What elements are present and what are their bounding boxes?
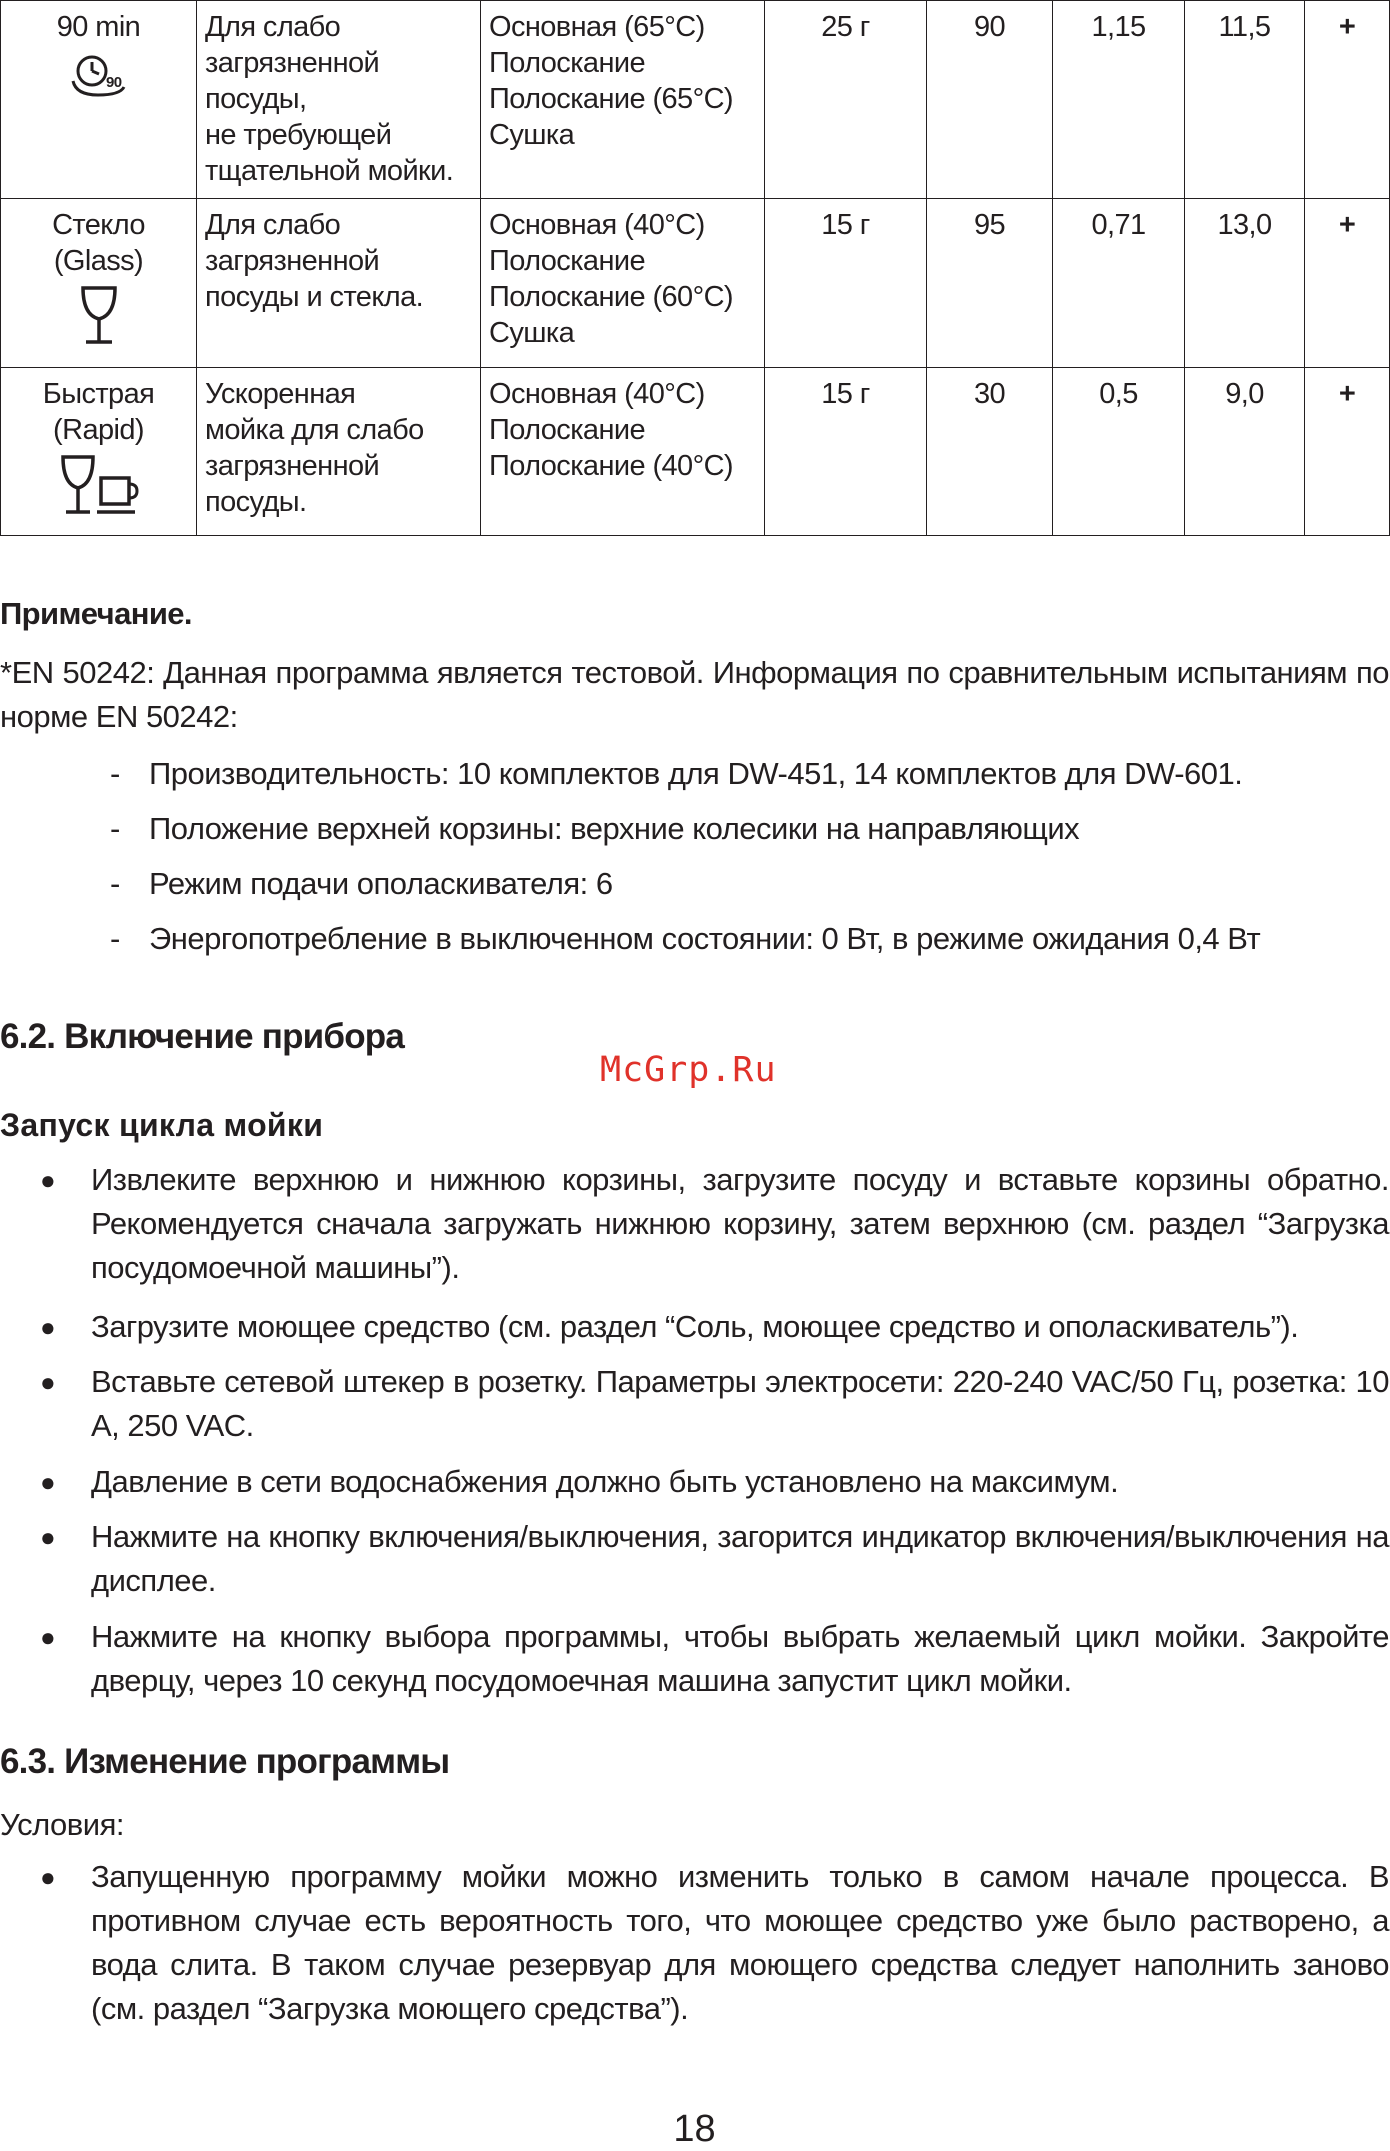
- note-title: Примечание.: [0, 596, 192, 631]
- list-item-text: Давление в сети водоснабжения должно быть установлено на максимум.: [91, 1464, 1119, 1499]
- description-line: Ускоренная: [205, 378, 356, 410]
- list-item-text: Режим подачи ополаскивателя: 6: [149, 866, 613, 901]
- energy-cell: 1,15: [1053, 1, 1185, 199]
- description-line: загрязненной: [205, 450, 380, 482]
- cycle-line: Полоскание: [489, 414, 646, 446]
- list-item-text: Запущенную программу мойки можно изменить только в самом начале процесса. В противном случае есть вероятность того, что моющее средство уже было растворено, а вода слита. В таком случае резервуар для моющего средства следует наполнить заново (см. раздел “Загрузка моющего средства”).: [91, 1859, 1389, 2026]
- program-name: 90 min: [56, 11, 141, 43]
- program-description-cell: [197, 199, 481, 368]
- program-name-en: (Rapid): [53, 414, 144, 446]
- list-item-text: Энергопотребление в выключенном состоянии: 0 Вт, в режиме ожидания 0,4 Вт: [149, 921, 1261, 956]
- cycle-line: Основная (65°С): [489, 11, 705, 43]
- detergent-cell: 15 г: [765, 368, 927, 536]
- cycle-description-cell: [481, 199, 765, 368]
- energy-cell: 0,71: [1053, 199, 1185, 368]
- water-cell: 11,5: [1185, 1, 1305, 199]
- bullet-marker: ●: [40, 1165, 56, 1195]
- table-row: [1, 1, 1390, 199]
- section-heading: 6.3. Изменение программы: [0, 1742, 450, 1781]
- dash-marker: -: [110, 756, 120, 791]
- cycle-line: Основная (40°С): [489, 209, 705, 241]
- plus-mark-cell: +: [1305, 368, 1390, 536]
- glass-and-cup-icon: [59, 454, 139, 518]
- cycle-line: Полоскание (40°С): [489, 450, 733, 482]
- subsection-heading: Запуск цикла мойки: [0, 1107, 324, 1143]
- cycle-line: Сушка: [489, 317, 575, 349]
- bullet-marker: ●: [40, 1522, 56, 1552]
- detergent-cell: 25 г: [765, 1, 927, 199]
- description-line: Для слабо: [205, 11, 341, 43]
- list-item-text: Вставьте сетевой штекер в розетку. Параметры электросети: 220-240 VAC/50 Гц, розетка: 10 А, 250 VAC.: [91, 1364, 1389, 1443]
- list-item: [0, 1615, 1389, 1703]
- cycle-line: Полоскание: [489, 47, 646, 79]
- program-name-cell: [1, 368, 197, 536]
- glass-icon: [77, 285, 121, 347]
- table-row: [1, 368, 1390, 536]
- list-item: [0, 1305, 1389, 1349]
- program-name-en: (Glass): [53, 245, 144, 277]
- program-description-cell: [197, 368, 481, 536]
- description-line: загрязненной: [205, 245, 380, 277]
- list-item-text: Положение верхней корзины: верхние колесики на направляющих: [149, 811, 1080, 846]
- cycle-line: Сушка: [489, 119, 575, 151]
- program-name: Стекло: [52, 209, 145, 241]
- plus-mark-cell: +: [1305, 1, 1390, 199]
- duration-cell: 90: [927, 1, 1053, 199]
- detergent-cell: 15 г: [765, 199, 927, 368]
- description-line: посуды.: [205, 486, 307, 518]
- list-item: [0, 1360, 1389, 1448]
- watermark: McGrp.Ru: [600, 1050, 777, 1090]
- icon-90-label: 90: [105, 74, 121, 91]
- description-line: загрязненной: [205, 47, 380, 79]
- section-heading: 6.2. Включение прибора: [0, 1017, 405, 1056]
- 90-min-program-icon: [68, 51, 130, 99]
- bullet-marker: ●: [40, 1467, 56, 1497]
- duration-cell: 30: [927, 368, 1053, 536]
- bullet-marker: ●: [40, 1862, 56, 1892]
- plus-mark-cell: +: [1305, 199, 1390, 368]
- page-number: 18: [673, 2108, 716, 2150]
- dash-marker: -: [110, 866, 120, 901]
- list-item: [0, 1515, 1389, 1603]
- conditions-label: Условия:: [0, 1807, 124, 1842]
- program-name: Быстрая: [42, 378, 155, 410]
- program-name-cell: [1, 1, 197, 199]
- table-row: [1, 199, 1390, 368]
- bullet-marker: ●: [40, 1622, 56, 1652]
- cycle-description-cell: [481, 368, 765, 536]
- program-name-cell: [1, 199, 197, 368]
- cycle-description-cell: [481, 1, 765, 199]
- program-table: [0, 0, 1390, 536]
- dash-marker: -: [110, 811, 120, 846]
- water-cell: 13,0: [1185, 199, 1305, 368]
- program-description-cell: [197, 1, 481, 199]
- cycle-line: Полоскание: [489, 245, 646, 277]
- list-item-text: Нажмите на кнопку выбора программы, чтобы выбрать желаемый цикл мойки. Закройте дверцу, через 10 секунд посудомоечная машина запустит цикл мойки.: [91, 1619, 1389, 1698]
- dash-marker: -: [110, 921, 120, 956]
- description-line: посуды,: [205, 83, 307, 115]
- bullet-marker: ●: [40, 1367, 56, 1397]
- cycle-line: Основная (40°С): [489, 378, 705, 410]
- water-cell: 9,0: [1185, 368, 1305, 536]
- description-line: посуды и стекла.: [205, 281, 424, 313]
- description-line: мойка для слабо: [205, 414, 424, 446]
- duration-cell: 95: [927, 199, 1053, 368]
- cycle-line: Полоскание (65°С): [489, 83, 733, 115]
- list-item-text: Извлеките верхнюю и нижнюю корзины, загрузите посуду и вставьте корзины обратно. Рекомендуется сначала загружать нижнюю корзину, затем верхнюю (см. раздел “Загрузка посудомоечной машины”).: [91, 1162, 1389, 1285]
- list-item-text: Нажмите на кнопку включения/выключения, загорится индикатор включения/выключения на дисплее.: [91, 1519, 1389, 1598]
- description-line: Для слабо: [205, 209, 341, 241]
- list-item-text: Загрузите моющее средство (см. раздел “Соль, моющее средство и ополаскиватель”).: [91, 1309, 1299, 1344]
- description-line: не требующей: [205, 119, 392, 151]
- list-item: [0, 1460, 1389, 1504]
- energy-cell: 0,5: [1053, 368, 1185, 536]
- bullet-marker: ●: [40, 1312, 56, 1342]
- note-paragraph: *EN 50242: Данная программа является тестовой. Информация по сравнительным испытаниям по норме EN 50242:: [0, 655, 1389, 734]
- cycle-line: Полоскание (60°С): [489, 281, 733, 313]
- list-item: [0, 1158, 1389, 1290]
- description-line: тщательной мойки.: [205, 155, 454, 187]
- list-item-text: Производительность: 10 комплектов для DW-451, 14 комплектов для DW-601.: [149, 756, 1243, 791]
- list-item: [0, 1855, 1389, 2031]
